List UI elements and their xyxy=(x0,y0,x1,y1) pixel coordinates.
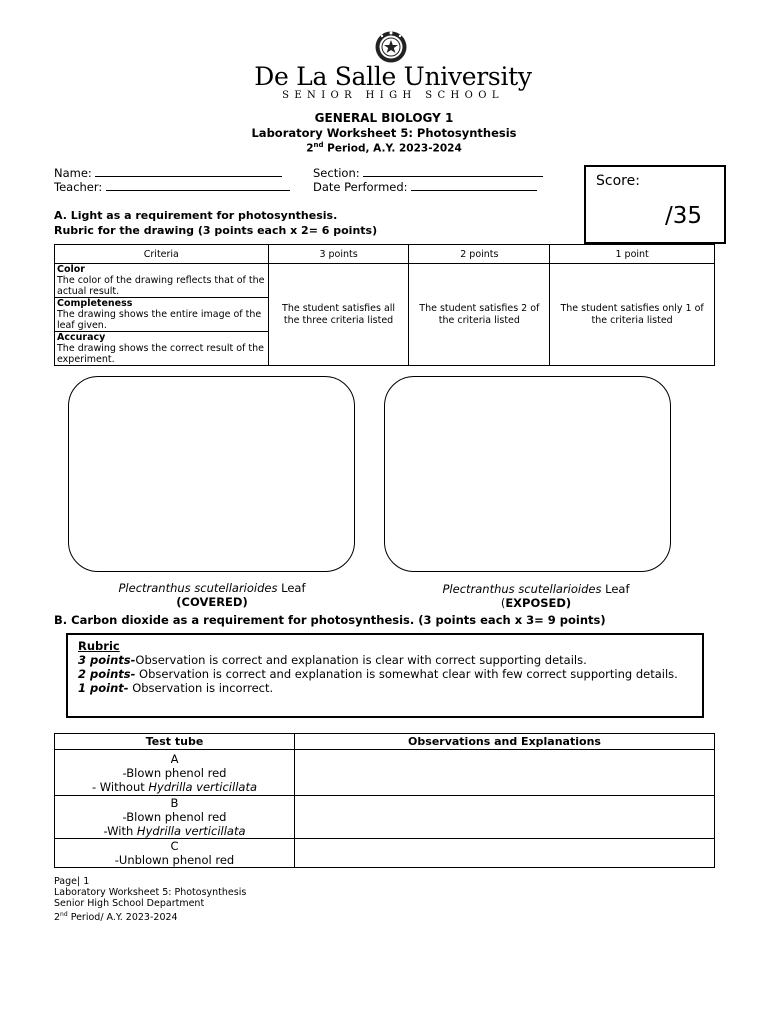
criteria-accuracy: Accuracy The drawing shows the correct result of the experiment. xyxy=(55,332,269,366)
observations-header: Observations and Explanations xyxy=(295,734,715,750)
tube-a-observation-input[interactable] xyxy=(295,750,715,796)
exposed-leaf-drawing-area[interactable] xyxy=(384,376,671,572)
page-footer: Page| 1 Laboratory Worksheet 5: Photosynthesis Senior High School Department 2nd Period/ A.Y. 2023-2024 xyxy=(54,876,247,924)
date-performed-field[interactable]: Date Performed: xyxy=(313,180,537,194)
name-field[interactable]: Name: xyxy=(54,166,282,180)
tube-b-observation-input[interactable] xyxy=(295,796,715,839)
university-name: De La Salle University xyxy=(254,62,532,91)
drawing-rubric-table xyxy=(54,244,715,366)
page-number: Page| 1 xyxy=(54,876,90,887)
test-tube-table xyxy=(54,733,715,868)
rubric-header: 3 points xyxy=(268,245,409,264)
tube-b-cell: B -Blown phenol red -With Hydrilla verticillata xyxy=(55,796,295,839)
criteria-color: Color The color of the drawing reflects that of the actual result. xyxy=(55,264,269,298)
table-row xyxy=(55,839,715,868)
tube-c-observation-input[interactable] xyxy=(295,839,715,868)
score-total: /35 xyxy=(664,203,702,229)
covered-leaf-caption: Plectranthus scutellarioides Leaf (COVERED) xyxy=(118,581,306,609)
observation-rubric-box: Rubric 3 points-Observation is correct and explanation is clear with correct supporting details. 2 points- Observation is correct and explanation is somewhat clear with few correct supporting details. 1 point- Observation is incorrect. xyxy=(66,633,704,718)
teacher-field[interactable]: Teacher: xyxy=(54,180,290,194)
university-seal-icon xyxy=(372,30,410,64)
subject-title: GENERAL BIOLOGY 1 xyxy=(314,111,454,125)
worksheet-title: Laboratory Worksheet 5: Photosynthesis xyxy=(251,126,517,140)
two-points-desc: The student satisfies 2 of the criteria listed xyxy=(409,264,550,366)
tube-c-cell: C -Unblown phenol red xyxy=(55,839,295,868)
table-row xyxy=(55,750,715,796)
section-a-heading: A. Light as a requirement for photosynthesis. Rubric for the drawing (3 points each x 2= 6 points) xyxy=(54,209,378,237)
section-field[interactable]: Section: xyxy=(313,166,543,180)
score-label: Score: xyxy=(596,173,640,189)
table-row xyxy=(55,796,715,839)
school-name: SENIOR HIGH SCHOOL xyxy=(282,90,504,101)
three-points-desc: The student satisfies all the three criteria listed xyxy=(268,264,409,366)
test-tube-header: Test tube xyxy=(55,734,295,750)
rubric-header: Criteria xyxy=(55,245,269,264)
period-line: 2nd Period, A.Y. 2023-2024 xyxy=(306,141,462,155)
criteria-completeness: Completeness The drawing shows the entire image of the leaf given. xyxy=(55,298,269,332)
score-box xyxy=(584,165,726,244)
exposed-leaf-caption: Plectranthus scutellarioides Leaf (EXPOSED) xyxy=(442,582,630,610)
one-point-desc: The student satisfies only 1 of the criteria listed xyxy=(550,264,715,366)
covered-leaf-drawing-area[interactable] xyxy=(68,376,355,572)
tube-a-cell: A -Blown phenol red - Without Hydrilla verticillata xyxy=(55,750,295,796)
section-b-heading: B. Carbon dioxide as a requirement for photosynthesis. (3 points each x 3= 9 points) xyxy=(54,613,606,627)
rubric-header: 1 point xyxy=(550,245,715,264)
rubric-header: 2 points xyxy=(409,245,550,264)
